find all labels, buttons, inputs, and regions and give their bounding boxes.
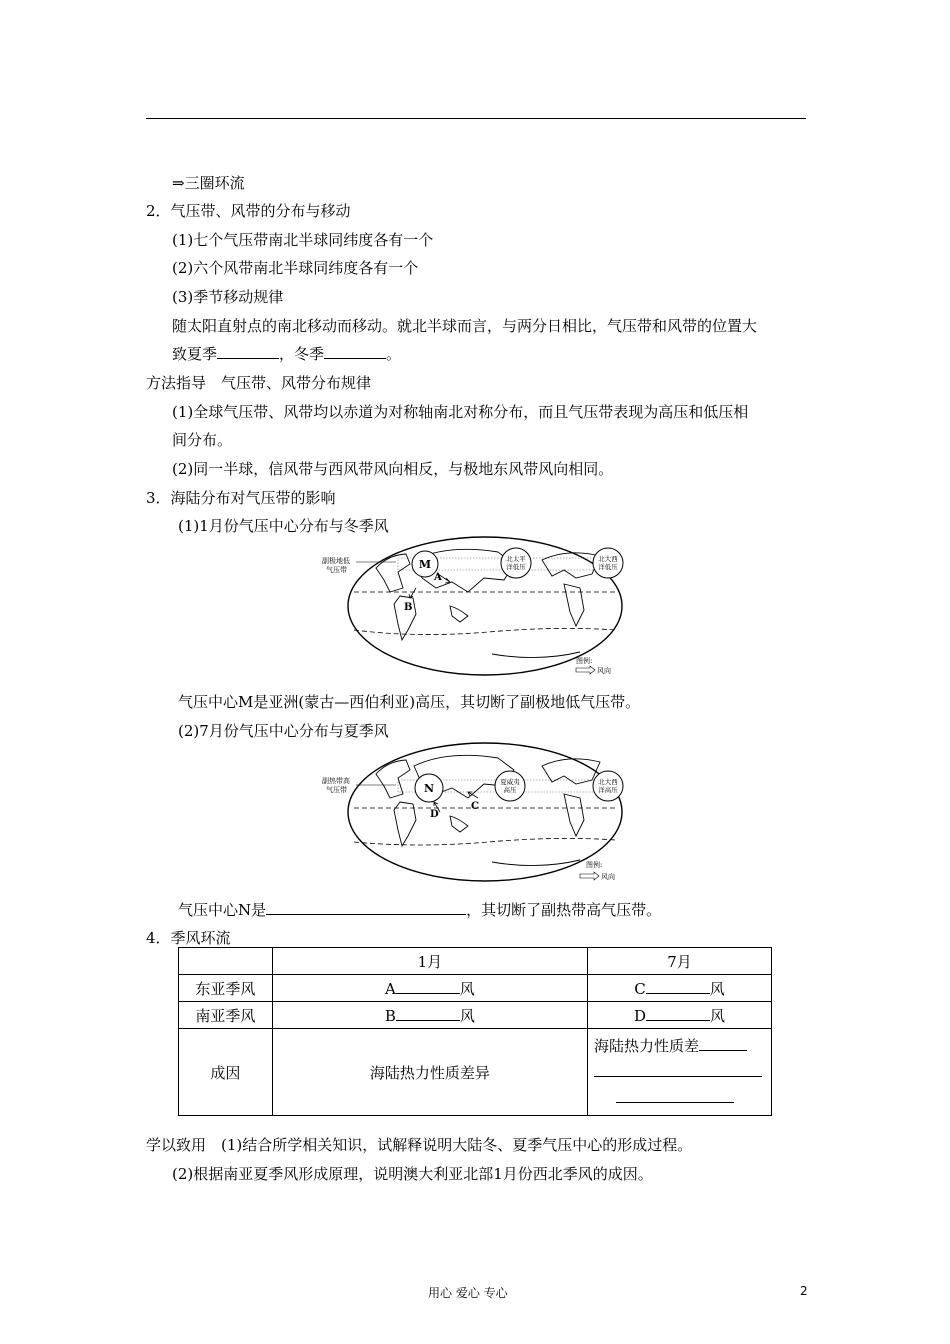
table-row — [179, 1029, 772, 1116]
text-line: (1)1月份气压中心分布与冬季风 — [178, 517, 389, 535]
pressure-system-label: 洋低压 — [598, 563, 618, 571]
belt-label: 气压带 — [326, 566, 347, 574]
table-cell — [272, 1002, 587, 1029]
wind-arrow-icon — [576, 666, 595, 674]
text-line: (2)7月份气压中心分布与夏季风 — [178, 722, 389, 740]
pressure-center-label: M — [418, 558, 432, 571]
legend-label: 风向 — [601, 873, 615, 881]
text-line: (1)七个气压带南北半球同纬度各有一个 — [172, 231, 434, 249]
table-header-cell: 7月 — [587, 948, 771, 975]
answer-blank[interactable] — [616, 1088, 734, 1103]
header-rule — [146, 118, 806, 119]
text-line: ⇒三圈环流 — [172, 174, 245, 192]
table-header-cell — [179, 948, 273, 975]
point-label: C — [471, 801, 479, 812]
monsoon-table — [178, 947, 772, 1116]
text-fragment: 。 — [386, 345, 402, 363]
text-line: (1)全球气压带、风带均以赤道为对称轴南北对称分布，而且气压带表现为高压和低压相 — [172, 403, 749, 421]
cell-suffix: 风 — [459, 979, 475, 998]
table-cell: 海陆热力性质差异 — [272, 1029, 587, 1116]
legend-title: 图例: — [586, 861, 603, 869]
text-fragment: 致夏季 — [172, 345, 218, 363]
answer-blank[interactable] — [217, 344, 279, 359]
cell-letter: B — [384, 1006, 396, 1025]
table-header-cell: 1月 — [272, 948, 587, 975]
text-fragment: ，冬季 — [279, 345, 325, 363]
method-heading: 方法指导 气压带、风带分布规律 — [146, 374, 372, 392]
cell-suffix: 风 — [709, 979, 725, 998]
pressure-system-label: 高压 — [503, 786, 517, 794]
legend-title: 图例: — [576, 657, 593, 665]
section-heading: 4．季风环流 — [146, 929, 231, 947]
table-row — [179, 1002, 772, 1029]
text-fragment: 气压中心N是 — [178, 901, 267, 919]
answer-blank[interactable] — [266, 900, 466, 915]
table-cell — [587, 975, 771, 1002]
january-pressure-map — [318, 530, 638, 682]
wind-arrow-icon — [580, 872, 599, 880]
cell-letter: A — [384, 979, 396, 998]
table-header-row — [179, 948, 772, 975]
july-pressure-map — [318, 736, 638, 888]
cell-letter: C — [634, 979, 646, 998]
answer-blank[interactable] — [324, 344, 386, 359]
point-label: D — [430, 809, 439, 820]
text-line: 气压中心M是亚洲(蒙古—西伯利亚)高压，其切断了副极地低气压带。 — [178, 693, 641, 711]
answer-blank[interactable] — [594, 1062, 762, 1077]
pressure-center-label: N — [423, 782, 435, 795]
text-line: (2)同一半球，信风带与西风带风向相反，与极地东风带风向相同。 — [172, 460, 614, 478]
cell-letter: D — [633, 1006, 646, 1025]
answer-blank[interactable] — [396, 979, 460, 994]
footer-motto: 用心 爱心 专心 — [428, 1286, 508, 1300]
pressure-system-label: 洋高压 — [598, 786, 618, 794]
text-line: (3)季节移动规律 — [172, 288, 284, 306]
row-label: 成因 — [179, 1029, 273, 1116]
point-label: A — [434, 572, 442, 583]
fill-in-line — [172, 344, 401, 364]
belt-label: 气压带 — [326, 786, 347, 794]
legend-label: 风向 — [597, 667, 611, 675]
page-number: 2 — [800, 1284, 808, 1298]
text-fragment: ，其切断了副热带高气压带。 — [466, 901, 662, 919]
cell-suffix: 风 — [710, 1006, 726, 1025]
answer-blank[interactable] — [699, 1036, 747, 1051]
row-label: 东亚季风 — [179, 975, 273, 1002]
section-heading: 2．气压带、风带的分布与移动 — [146, 202, 351, 220]
table-cell — [587, 1029, 771, 1116]
cell-text: 海陆热力性质差 — [593, 1037, 699, 1055]
row-label: 南亚季风 — [179, 1002, 273, 1029]
answer-blank[interactable] — [646, 1006, 710, 1021]
text-line: 学以致用 (1)结合所学相关知识，试解释说明大陆冬、夏季气压中心的形成过程。 — [146, 1136, 693, 1154]
table-row — [179, 975, 772, 1002]
fill-in-line — [178, 900, 661, 920]
pressure-system-label: 北大西 — [598, 778, 618, 786]
answer-blank[interactable] — [396, 1006, 460, 1021]
table-cell — [587, 1002, 771, 1029]
belt-label: 副热带高 — [322, 777, 350, 785]
table-cell — [272, 975, 587, 1002]
text-line: (2)六个风带南北半球同纬度各有一个 — [172, 259, 419, 277]
pressure-system-label: 北大西 — [598, 555, 618, 563]
pressure-system-label: 北太平 — [506, 555, 526, 563]
text-line: 间分布。 — [172, 431, 233, 449]
point-label: B — [404, 602, 413, 613]
pressure-system-label: 洋低压 — [506, 563, 526, 571]
cell-suffix: 风 — [459, 1006, 475, 1025]
text-line: 随太阳直射点的南北移动而移动。就北半球而言，与两分日相比，气压带和风带的位置大 — [172, 317, 758, 335]
belt-label: 副极地低 — [322, 557, 350, 565]
text-line: (2)根据南亚夏季风形成原理，说明澳大利亚北部1月份西北季风的成因。 — [172, 1165, 653, 1183]
pressure-system-label: 夏威夷 — [500, 778, 520, 786]
section-heading: 3．海陆分布对气压带的影响 — [146, 489, 336, 507]
answer-blank[interactable] — [646, 979, 710, 994]
